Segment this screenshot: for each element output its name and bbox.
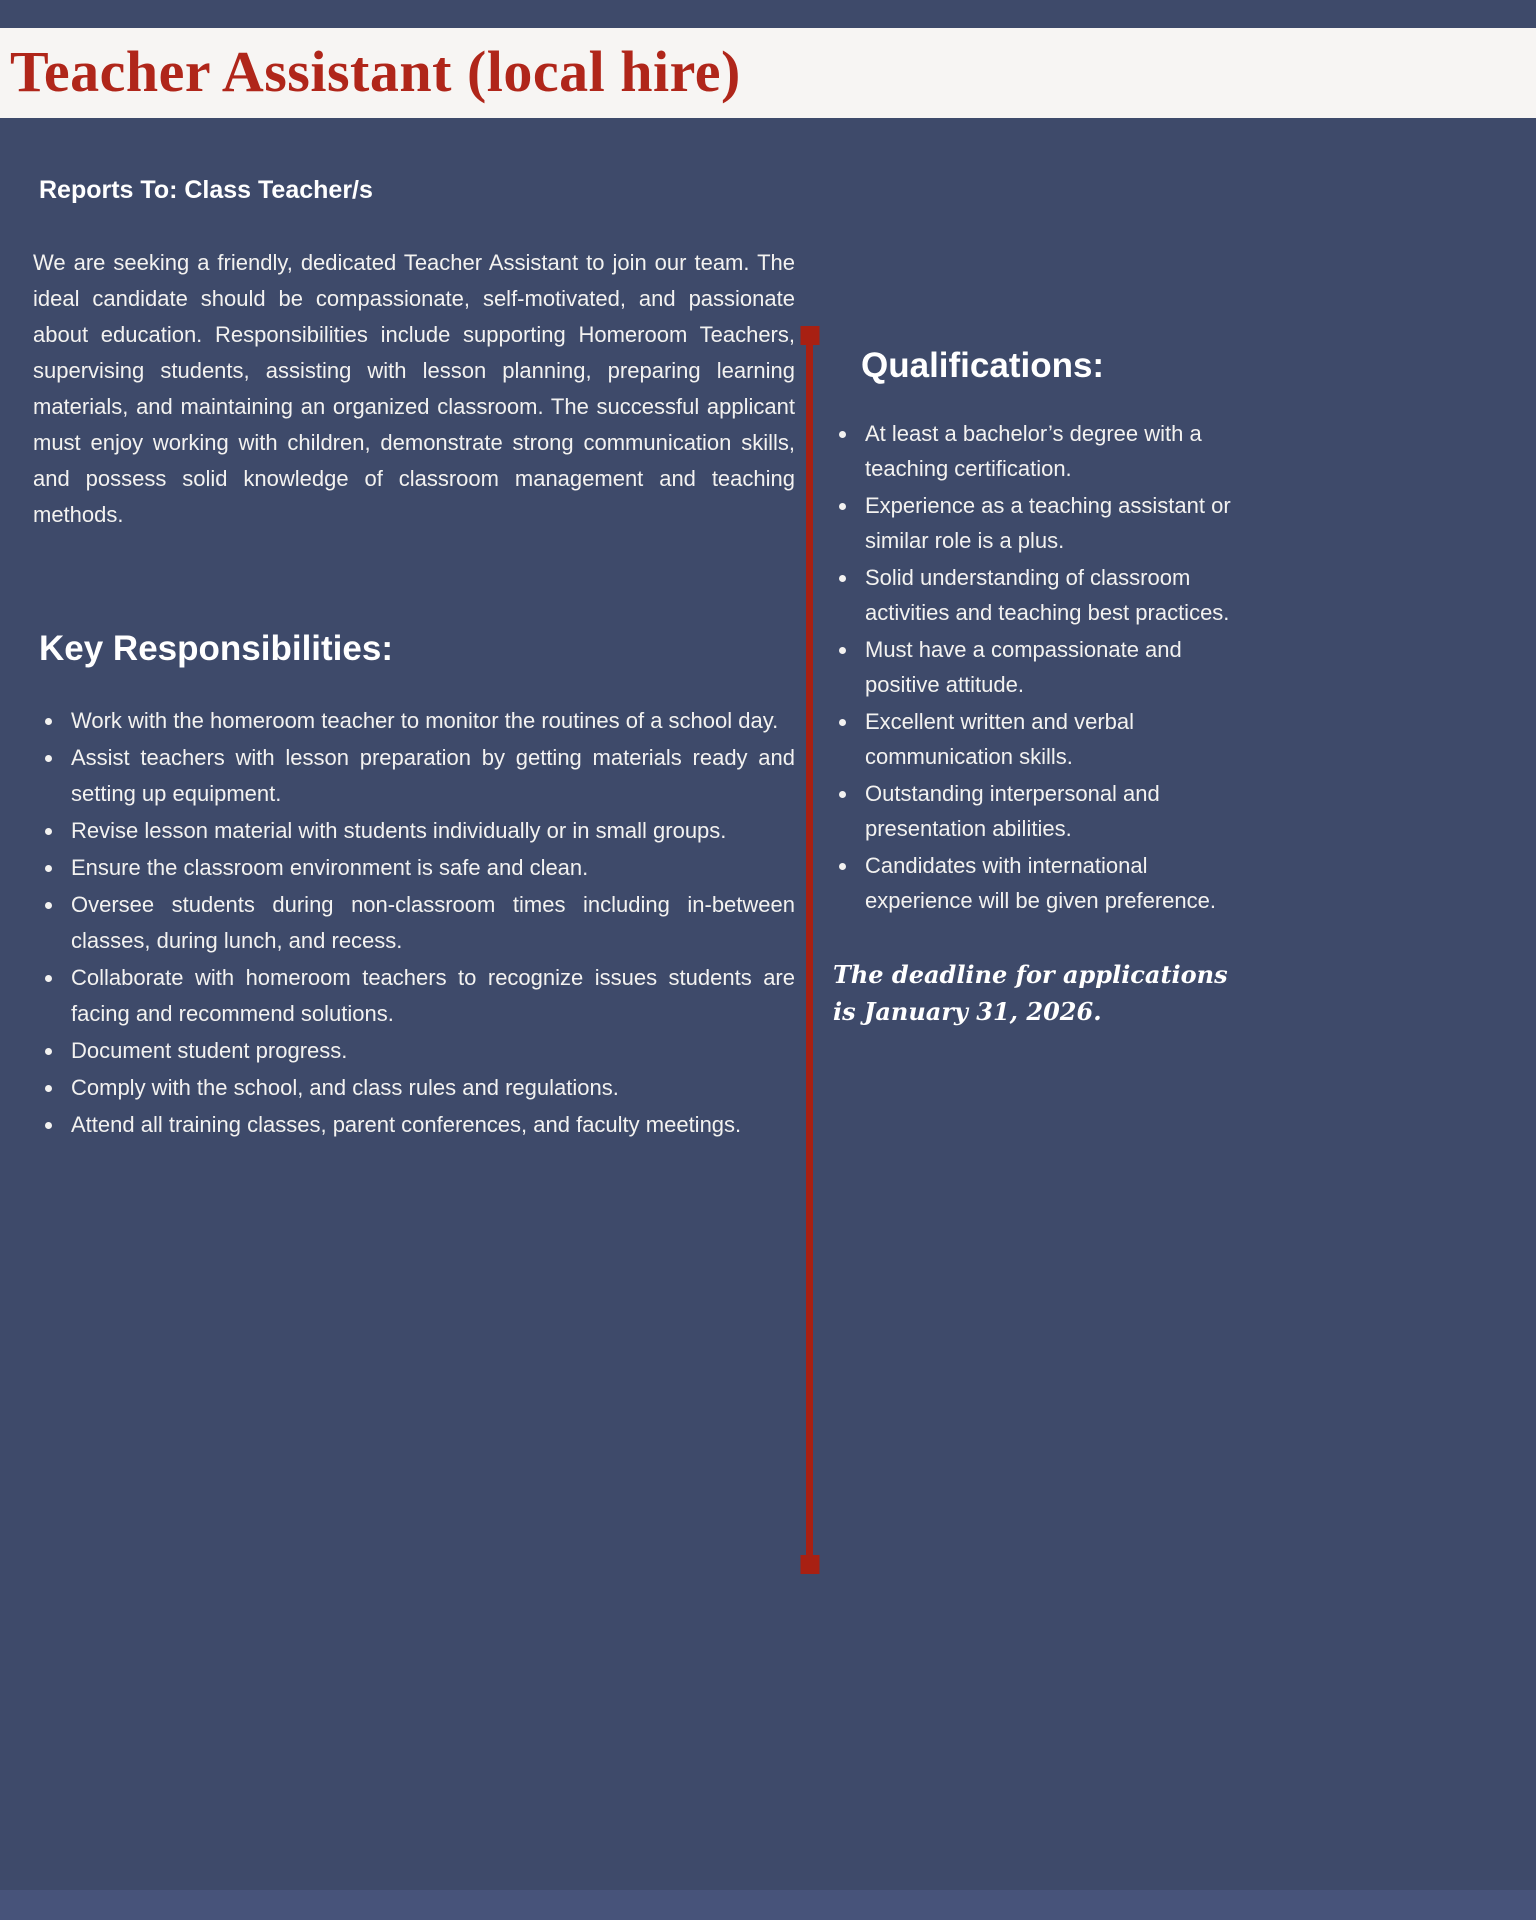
top-strip	[0, 0, 1536, 28]
responsibilities-heading: Key Responsibilities:	[39, 629, 393, 668]
page-title: Teacher Assistant (local hire)	[10, 38, 741, 104]
list-item: • Work with the homeroom teacher to monitor the routines of a school day.	[65, 703, 795, 739]
title-band	[0, 28, 1536, 118]
vertical-divider	[806, 332, 813, 1568]
reports-to-line: Reports To: Class Teacher/s	[39, 176, 373, 204]
list-item: • Comply with the school, and class rules and regulations.	[65, 1070, 795, 1106]
list-item: • Assist teachers with lesson preparation by getting materials ready and setting up equipment.	[65, 740, 795, 812]
list-item: • Document student progress.	[65, 1033, 795, 1069]
list-item: • At least a bachelor’s degree with a teaching certification.	[859, 416, 1241, 486]
divider-cap-top	[800, 326, 819, 345]
right-column	[833, 346, 1241, 1030]
list-item: • Ensure the classroom environment is safe and clean.	[65, 850, 795, 886]
divider-cap-bottom	[800, 1555, 819, 1574]
list-item: • Excellent written and verbal communication skills.	[859, 704, 1241, 774]
list-item: • Experience as a teaching assistant or similar role is a plus.	[859, 488, 1241, 558]
list-item: • Candidates with international experience will be given preference.	[859, 848, 1241, 918]
list-item: • Must have a compassionate and positive attitude.	[859, 632, 1241, 702]
qualifications-heading: Qualifications:	[861, 346, 1105, 385]
list-item: • Solid understanding of classroom activities and teaching best practices.	[859, 560, 1241, 630]
left-column	[0, 176, 795, 1143]
list-item: • Oversee students during non-classroom times including in-between classes, during lunch, and recess.	[65, 887, 795, 959]
list-item: • Revise lesson material with students individually or in small groups.	[65, 813, 795, 849]
list-item: • Outstanding interpersonal and presentation abilities.	[859, 776, 1241, 846]
intro-paragraph: We are seeking a friendly, dedicated Teacher Assistant to join our team. The ideal candidate should be compassionate, self-motivated, and passionate about education. Responsibilities include supporting Homeroom Teachers, supervising students, assisting with lesson planning, preparing learning materials, and maintaining an organized classroom. The successful applicant must enjoy working with children, demonstrate strong communication skills, and possess solid knowledge of classroom management and teaching methods.	[33, 250, 795, 527]
list-item: • Collaborate with homeroom teachers to recognize issues students are facing and recommend solutions.	[65, 960, 795, 1032]
footer-strip	[0, 1890, 1536, 1920]
list-item: • Attend all training classes, parent conferences, and faculty meetings.	[65, 1107, 795, 1143]
responsibilities-list	[33, 703, 795, 1143]
qualifications-list	[833, 416, 1241, 918]
deadline-note: The deadline for applications is January 31, 2026.	[833, 960, 1228, 1026]
content-area	[0, 176, 1536, 1143]
